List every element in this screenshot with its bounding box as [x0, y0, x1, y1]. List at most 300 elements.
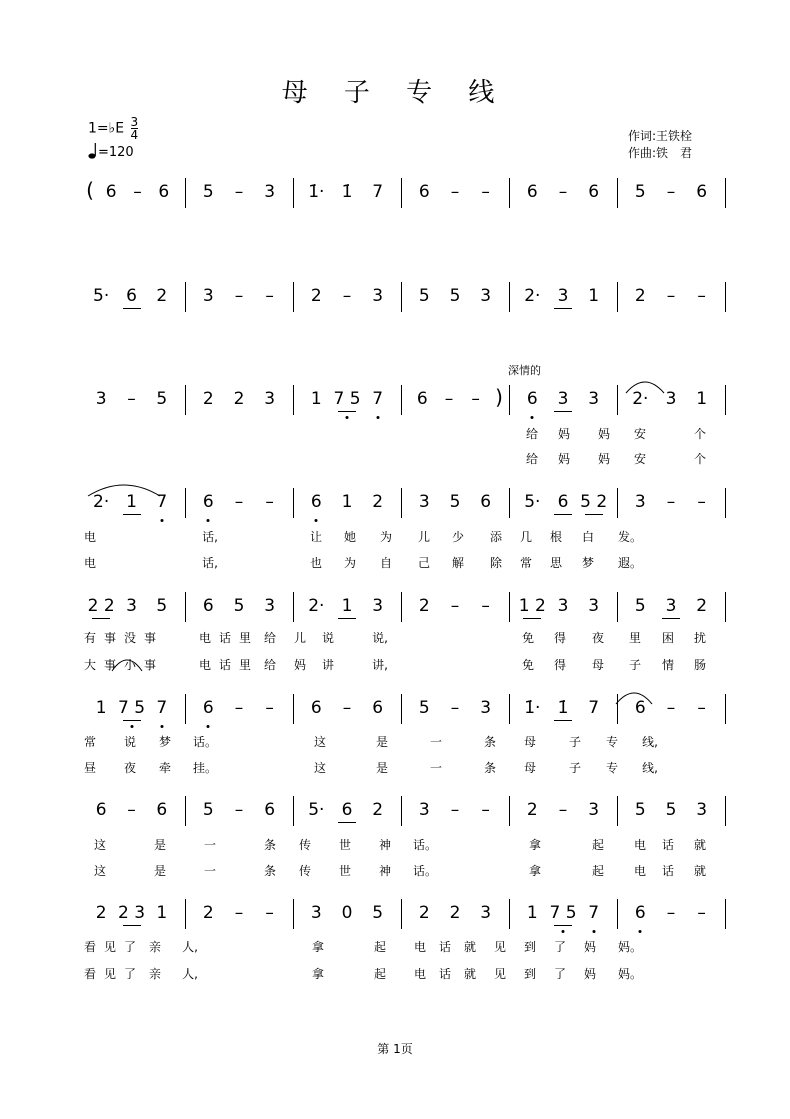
note: 0 — [341, 903, 353, 923]
lyric-syllable: 给 — [525, 427, 539, 441]
lyric-syllable: 传 — [298, 864, 312, 878]
lyric-syllable: 是 — [375, 735, 389, 749]
note: 3 — [95, 389, 107, 409]
beam-underline — [523, 618, 541, 619]
note: 3 — [665, 596, 677, 616]
lyric-syllable: 梦 — [581, 556, 595, 570]
note: 5 — [665, 800, 677, 820]
note: 1 — [588, 286, 600, 306]
lyric-syllable: 话。 — [412, 864, 438, 878]
note: – — [234, 903, 244, 923]
note: 2· — [93, 492, 110, 512]
lyric-syllable: 免 — [521, 631, 535, 645]
note: 1 — [126, 492, 137, 512]
note: 6 — [310, 492, 322, 512]
page-footer: 第 1页 — [377, 1042, 413, 1056]
note: – — [133, 182, 142, 202]
lyric-syllable: 线, — [642, 761, 658, 775]
lyric-syllable: 解 — [451, 556, 465, 570]
lyric-syllable: 亲 — [148, 967, 162, 981]
lyric-syllable: 她 — [343, 530, 357, 544]
note: 5· — [524, 492, 541, 512]
note: 3 — [634, 492, 646, 512]
barline — [293, 694, 294, 724]
lyric-syllable: 给 — [263, 631, 277, 645]
note: 3 — [264, 389, 276, 409]
lyric-syllable: 传 — [298, 838, 312, 852]
note: 3 — [126, 596, 137, 616]
note: – — [234, 800, 244, 820]
note: – — [265, 698, 274, 718]
lyric-syllable: 说 — [123, 735, 137, 749]
note: 3 — [480, 903, 492, 923]
lyric-syllable: 见 — [493, 967, 507, 981]
lyric-syllable: 常 — [83, 735, 97, 749]
lyric-syllable: 条 — [483, 761, 497, 775]
note: – — [666, 492, 676, 512]
note: – — [234, 698, 244, 718]
lyric-syllable: 根 — [549, 530, 563, 544]
lyric-syllable: 情 — [661, 658, 675, 672]
lyric-syllable: 免 — [521, 658, 535, 672]
lyric-syllable: 电 — [83, 530, 97, 544]
lyric-syllable: 话 — [661, 838, 675, 852]
note: – — [481, 182, 490, 202]
octave-low-dot — [592, 930, 595, 933]
lyric-syllable: 遐。 — [617, 556, 643, 570]
lyric-syllable: 也 — [309, 556, 323, 570]
lyric-syllable: 子 — [628, 658, 642, 672]
octave-low-dot — [207, 725, 210, 728]
note: 2· — [308, 596, 325, 616]
lyric-syllable: 为 — [343, 556, 357, 570]
note: 6 — [95, 800, 107, 820]
note: 3 — [588, 596, 600, 616]
barline — [185, 178, 186, 208]
note: – — [697, 492, 706, 512]
note: 5 — [418, 698, 430, 718]
lyric-syllable: 儿 — [293, 631, 307, 645]
note: 7 5 — [549, 903, 577, 923]
lyric-syllable: 添 — [489, 530, 503, 544]
beam-underline — [123, 514, 141, 515]
lyric-syllable: 妈 — [597, 452, 611, 466]
note: 1 — [696, 389, 708, 409]
note: 6 — [480, 492, 492, 512]
barline — [617, 282, 618, 312]
octave-low-dot — [562, 930, 565, 933]
lyric-syllable: 母 — [523, 735, 537, 749]
note: 2 — [233, 389, 245, 409]
note: 5 — [418, 286, 430, 306]
slur-arc — [88, 480, 160, 500]
lyric-syllable: 是 — [153, 838, 167, 852]
note: – — [481, 596, 490, 616]
note: 1 — [310, 389, 322, 409]
note: 3 — [372, 286, 384, 306]
lyric-syllable: 里 — [628, 631, 642, 645]
barline — [293, 178, 294, 208]
note: 7 5 — [333, 389, 361, 409]
note: – — [450, 800, 460, 820]
lyric-syllable: 起 — [373, 940, 387, 954]
lyric-syllable: 话 — [218, 631, 232, 645]
lyric-syllable: 话 — [438, 940, 452, 954]
note: 6 — [418, 182, 430, 202]
lyric-syllable: 就 — [693, 838, 707, 852]
barline — [185, 282, 186, 312]
lyric-syllable: 神 — [378, 864, 392, 878]
barline — [185, 899, 186, 929]
lyric-syllable: 除 — [489, 556, 503, 570]
note: 2· — [632, 389, 649, 409]
barline — [401, 694, 402, 724]
barline — [725, 488, 726, 518]
lyric-syllable: 妈。 — [617, 967, 643, 981]
note: – — [450, 698, 460, 718]
lyric-syllable: 常 — [519, 556, 533, 570]
barline — [725, 385, 726, 415]
note: 1 2 — [518, 596, 546, 616]
lyric-syllable: 是 — [375, 761, 389, 775]
beam-underline — [123, 720, 141, 721]
lyric-syllable: 话。 — [192, 735, 218, 749]
note: 6 — [372, 698, 384, 718]
lyric-syllable: 这 — [93, 864, 107, 878]
lyric-syllable: 人, — [182, 967, 198, 981]
note: 2 — [696, 596, 708, 616]
barline — [725, 282, 726, 312]
lyric-syllable: 拿 — [528, 838, 542, 852]
note: 1 — [341, 492, 353, 512]
lyric-syllable: 看 — [83, 940, 97, 954]
note: – — [697, 286, 706, 306]
lyric-syllable: 这 — [93, 838, 107, 852]
lyric-syllable: 电 — [198, 631, 212, 645]
note: – — [558, 800, 568, 820]
lyric-syllable: 妈 — [583, 967, 597, 981]
lyric-syllable: 条 — [263, 838, 277, 852]
lyric-syllable: 神 — [378, 838, 392, 852]
beam-underline — [123, 925, 141, 926]
note: 3 — [480, 698, 492, 718]
barline — [617, 488, 618, 518]
lyric-syllable: 己 — [417, 556, 431, 570]
note: 5 — [449, 286, 461, 306]
lyric-syllable: 少 — [451, 530, 465, 544]
lyric-syllable: 昼 — [83, 761, 97, 775]
lyric-syllable: 电 — [413, 940, 427, 954]
barline — [185, 796, 186, 826]
lyric-syllable: 得 — [553, 631, 567, 645]
note: 5 — [634, 800, 646, 820]
note: 3 — [696, 800, 708, 820]
lyric-syllable: 了 — [123, 967, 137, 981]
barline — [617, 899, 618, 929]
note: 3 — [588, 389, 600, 409]
lyric-syllable: 个 — [693, 452, 707, 466]
lyric-syllable: 条 — [483, 735, 497, 749]
lyric-syllable: 了 — [553, 940, 567, 954]
note: – — [265, 903, 274, 923]
note: 1̇· — [524, 698, 541, 718]
barline — [509, 178, 510, 208]
lyric-syllable: 世 — [338, 838, 352, 852]
note: 2 — [372, 800, 384, 820]
lyric-syllable: 话 — [438, 967, 452, 981]
note: 6 — [202, 698, 214, 718]
note: 5 — [372, 903, 384, 923]
barline — [725, 592, 726, 622]
barline — [725, 899, 726, 929]
lyric-syllable: 条 — [263, 864, 277, 878]
note: 6 — [634, 698, 646, 718]
note: 6 — [341, 800, 353, 820]
barline — [401, 178, 402, 208]
barline — [293, 899, 294, 929]
note: 5 — [634, 596, 646, 616]
lyric-syllable: 世 — [338, 864, 352, 878]
note: – — [666, 286, 676, 306]
note: 6 — [310, 698, 322, 718]
lyric-syllable: 几 — [519, 530, 533, 544]
octave-low-dot — [207, 519, 210, 522]
lyric-syllable: 小 — [123, 658, 137, 672]
note: 2· — [524, 286, 541, 306]
lyric-syllable: 思 — [549, 556, 563, 570]
lyric-syllable: 安 — [633, 427, 647, 441]
note: 6 — [526, 389, 538, 409]
lyric-syllable: 这 — [313, 761, 327, 775]
note: – — [265, 492, 274, 512]
note: 2 — [526, 800, 538, 820]
note: 6 — [126, 286, 137, 306]
lyric-syllable: 就 — [463, 967, 477, 981]
beam-underline — [92, 618, 110, 619]
note: 3 — [264, 596, 276, 616]
barline — [617, 796, 618, 826]
note: 2 3 — [117, 903, 146, 923]
barline — [725, 178, 726, 208]
note: 5 2 — [580, 492, 608, 512]
note: 7 — [372, 182, 384, 202]
lyric-syllable: 发。 — [617, 530, 643, 544]
note: 3 — [264, 182, 276, 202]
note: – — [666, 698, 676, 718]
note: 5 — [202, 182, 214, 202]
quarter-note-icon — [88, 142, 98, 160]
note: 3 — [310, 903, 322, 923]
lyric-syllable: 了 — [553, 967, 567, 981]
lyric-syllable: 线, — [642, 735, 658, 749]
lyric-syllable: 到 — [523, 940, 537, 954]
barline — [401, 488, 402, 518]
lyric-syllable: 里 — [238, 631, 252, 645]
lyric-syllable: 大 — [83, 658, 97, 672]
beam-underline — [554, 514, 572, 515]
note: 6 — [696, 182, 708, 202]
lyric-syllable: 话 — [661, 864, 675, 878]
lyric-syllable: 给 — [525, 452, 539, 466]
lyric-syllable: 没 — [123, 631, 137, 645]
lyric-syllable: 是 — [153, 864, 167, 878]
lyric-syllable: 夜 — [591, 631, 605, 645]
lyric-syllable: 母 — [591, 658, 605, 672]
lyric-syllable: 起 — [373, 967, 387, 981]
beam-underline — [554, 411, 572, 412]
lyric-syllable: 事 — [103, 631, 117, 645]
close-paren: ) — [495, 385, 503, 409]
octave-low-dot — [639, 930, 642, 933]
barline — [509, 282, 510, 312]
lyric-syllable: 说, — [372, 631, 388, 645]
expression-marking: 深情的 — [508, 364, 541, 377]
barline — [509, 592, 510, 622]
lyric-syllable: 到 — [523, 967, 537, 981]
note: – — [450, 182, 460, 202]
octave-low-dot — [315, 519, 318, 522]
note: 1̇ — [557, 698, 569, 718]
lyric-syllable: 看 — [83, 967, 97, 981]
note: 6 — [557, 492, 569, 512]
note: 7 — [372, 389, 384, 409]
note: 5 — [202, 800, 214, 820]
barline — [185, 385, 186, 415]
lyric-syllable: 有 — [83, 631, 97, 645]
lyric-syllable: 自 — [379, 556, 393, 570]
lyric-syllable: 事 — [103, 658, 117, 672]
lyric-syllable: 亲 — [148, 940, 162, 954]
lyric-syllable: 妈 — [557, 427, 571, 441]
lyric-syllable: 电 — [413, 967, 427, 981]
note: – — [342, 286, 352, 306]
lyric-syllable: 见 — [493, 940, 507, 954]
note: – — [558, 182, 568, 202]
octave-low-dot — [346, 416, 349, 419]
barline — [401, 592, 402, 622]
note: 2 — [202, 903, 214, 923]
beam-underline — [338, 411, 356, 412]
barline — [185, 694, 186, 724]
beam-underline — [585, 514, 603, 515]
note: 3 — [418, 492, 430, 512]
note: 6 — [264, 800, 276, 820]
note: – — [666, 903, 676, 923]
lyric-syllable: 话 — [218, 658, 232, 672]
key-signature-text: 1=♭E — [88, 120, 125, 137]
note: 7 — [156, 492, 168, 512]
note: 5 — [634, 182, 646, 202]
note: 7 — [588, 903, 600, 923]
lyric-syllable: 电 — [83, 556, 97, 570]
lyric-syllable: 妈 — [293, 658, 307, 672]
lyric-syllable: 话, — [202, 556, 218, 570]
octave-low-dot — [130, 725, 133, 728]
note: 6 — [588, 182, 600, 202]
barline — [401, 385, 402, 415]
barline — [293, 385, 294, 415]
note: 6 — [202, 596, 214, 616]
beam-underline — [554, 308, 572, 309]
barline — [509, 899, 510, 929]
note: 1 — [156, 903, 168, 923]
lyric-syllable: 这 — [313, 735, 327, 749]
barline — [401, 899, 402, 929]
lyric-syllable: 白 — [581, 530, 595, 544]
note: 3 — [557, 286, 569, 306]
lyric-syllable: 话, — [202, 530, 218, 544]
note: 1 — [95, 698, 107, 718]
note: 5 — [449, 492, 461, 512]
note: – — [450, 596, 460, 616]
lyric-syllable: 起 — [591, 838, 605, 852]
note: – — [234, 182, 244, 202]
octave-low-dot — [160, 519, 163, 522]
lyric-syllable: 拿 — [311, 940, 325, 954]
note: 3 — [665, 389, 677, 409]
lyric-syllable: 就 — [463, 940, 477, 954]
lyric-syllable: 拿 — [528, 864, 542, 878]
beam-underline — [554, 925, 572, 926]
slur-arc — [626, 377, 664, 397]
lyric-syllable: 说 — [321, 631, 335, 645]
barline — [293, 282, 294, 312]
note: 2 — [634, 286, 646, 306]
lyric-syllable: 牵 — [158, 761, 172, 775]
note: 6 — [202, 492, 214, 512]
lyric-syllable: 一 — [203, 864, 217, 878]
lyric-syllable: 安 — [633, 452, 647, 466]
lyric-syllable: 见 — [103, 967, 117, 981]
octave-low-dot — [376, 416, 379, 419]
barline — [293, 796, 294, 826]
note: 2 — [418, 596, 430, 616]
note: 6 — [634, 903, 646, 923]
lyric-syllable: 电 — [633, 864, 647, 878]
lyric-syllable: 专 — [605, 735, 619, 749]
note: 7 5 — [117, 698, 146, 718]
lyric-syllable: 讲 — [321, 658, 335, 672]
lyric-syllable: 一 — [203, 838, 217, 852]
note: – — [234, 492, 244, 512]
lyric-syllable: 一 — [429, 735, 443, 749]
note: – — [697, 903, 706, 923]
barline — [509, 488, 510, 518]
lyric-syllable: 妈。 — [617, 940, 643, 954]
open-paren: ( — [86, 178, 94, 202]
barline — [401, 282, 402, 312]
note: 6 — [526, 182, 538, 202]
credits — [628, 128, 692, 162]
note: 2 — [202, 389, 214, 409]
lyric-syllable: 挂。 — [192, 761, 218, 775]
lyric-syllable: 电 — [633, 838, 647, 852]
lyric-syllable: 为 — [379, 530, 393, 544]
lyric-syllable: 让 — [309, 530, 323, 544]
note: 3 — [372, 596, 384, 616]
note: 3 — [557, 596, 569, 616]
barline — [185, 592, 186, 622]
note: – — [265, 286, 274, 306]
note: – — [342, 698, 352, 718]
lyric-syllable: 事 — [143, 631, 157, 645]
note: 1̇ — [341, 182, 353, 202]
lyric-syllable: 给 — [263, 658, 277, 672]
note: 6 — [156, 800, 168, 820]
lyric-syllable: 专 — [605, 761, 619, 775]
note: 6 — [416, 389, 428, 409]
note: – — [444, 389, 454, 409]
